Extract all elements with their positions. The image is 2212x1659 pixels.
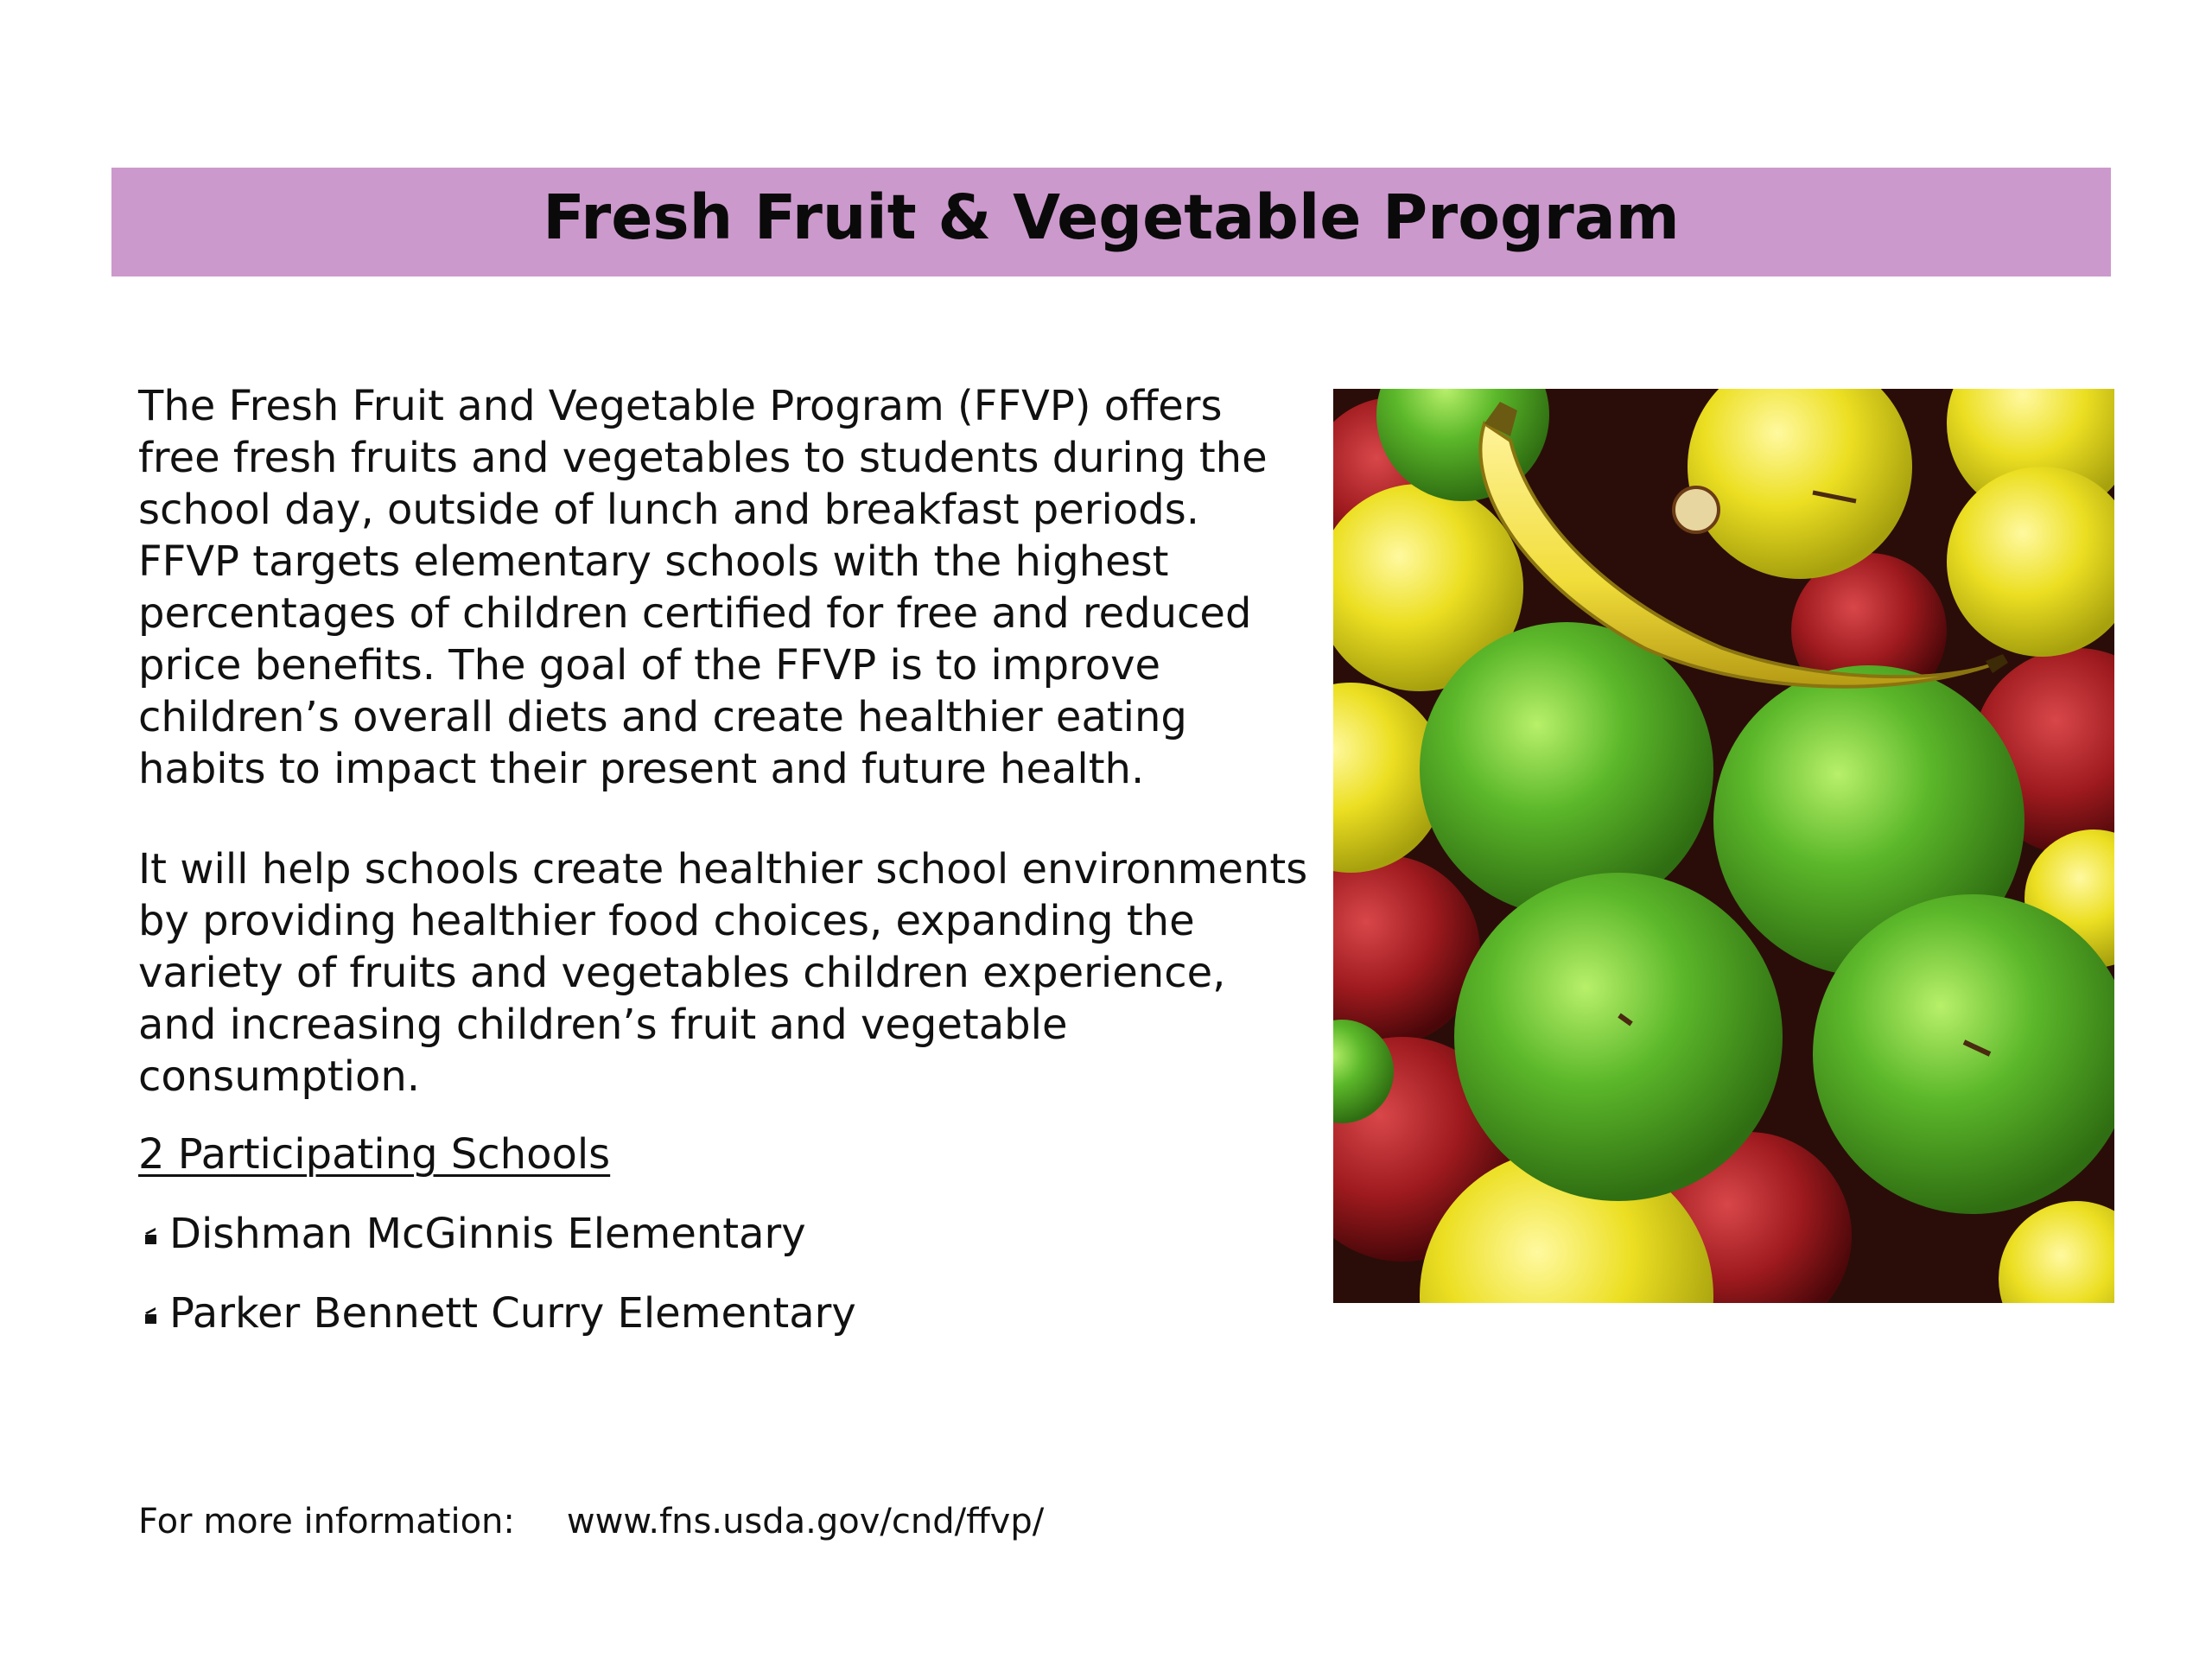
fruit-photo <box>1333 389 2114 1303</box>
footer-label: For more information: <box>138 1502 515 1541</box>
green-apple <box>1454 873 1783 1201</box>
list-item <box>138 1287 1313 1339</box>
green-apple <box>1420 622 1713 916</box>
main-content <box>138 380 1313 1367</box>
fruit-illustration <box>1333 389 2114 1303</box>
footer <box>138 1500 1044 1543</box>
page-title: Fresh Fruit & Vegetable Program <box>543 181 1680 253</box>
school-name: Parker Bennett Curry Elementary <box>169 1289 856 1338</box>
school-name: Dishman McGinnis Elementary <box>169 1210 806 1258</box>
description-paragraph: The Fresh Fruit and Vegetable Program (FFVP) offers free fresh fruits and vegetables to students during the school day, outside of lunch and breakfast periods. FFVP targets elementary schools with the highest percentages of children certified for free and reduced price benefits. The goal of the FFVP is to improve children’s overall diets and create healthier eating habits to impact their present and future health. <box>138 382 1268 793</box>
schools-heading: 2 Participating Schools <box>138 1130 611 1179</box>
footer-url[interactable]: www.fns.usda.gov/cnd/ffvp/ <box>566 1502 1045 1541</box>
school-list <box>138 1208 1313 1339</box>
produce-sticker <box>1674 487 1719 532</box>
benefits-paragraph: It will help schools create healthier school environments by providing healthier food choices, expanding the variety of fruits and vegetables children experience, and increasing children’s fruit and vegetable consumption. <box>138 845 1308 1101</box>
small-square-bullet-icon <box>138 1219 168 1249</box>
title-bar <box>111 168 2111 276</box>
list-item <box>138 1208 1313 1260</box>
small-square-bullet-icon <box>138 1299 168 1328</box>
